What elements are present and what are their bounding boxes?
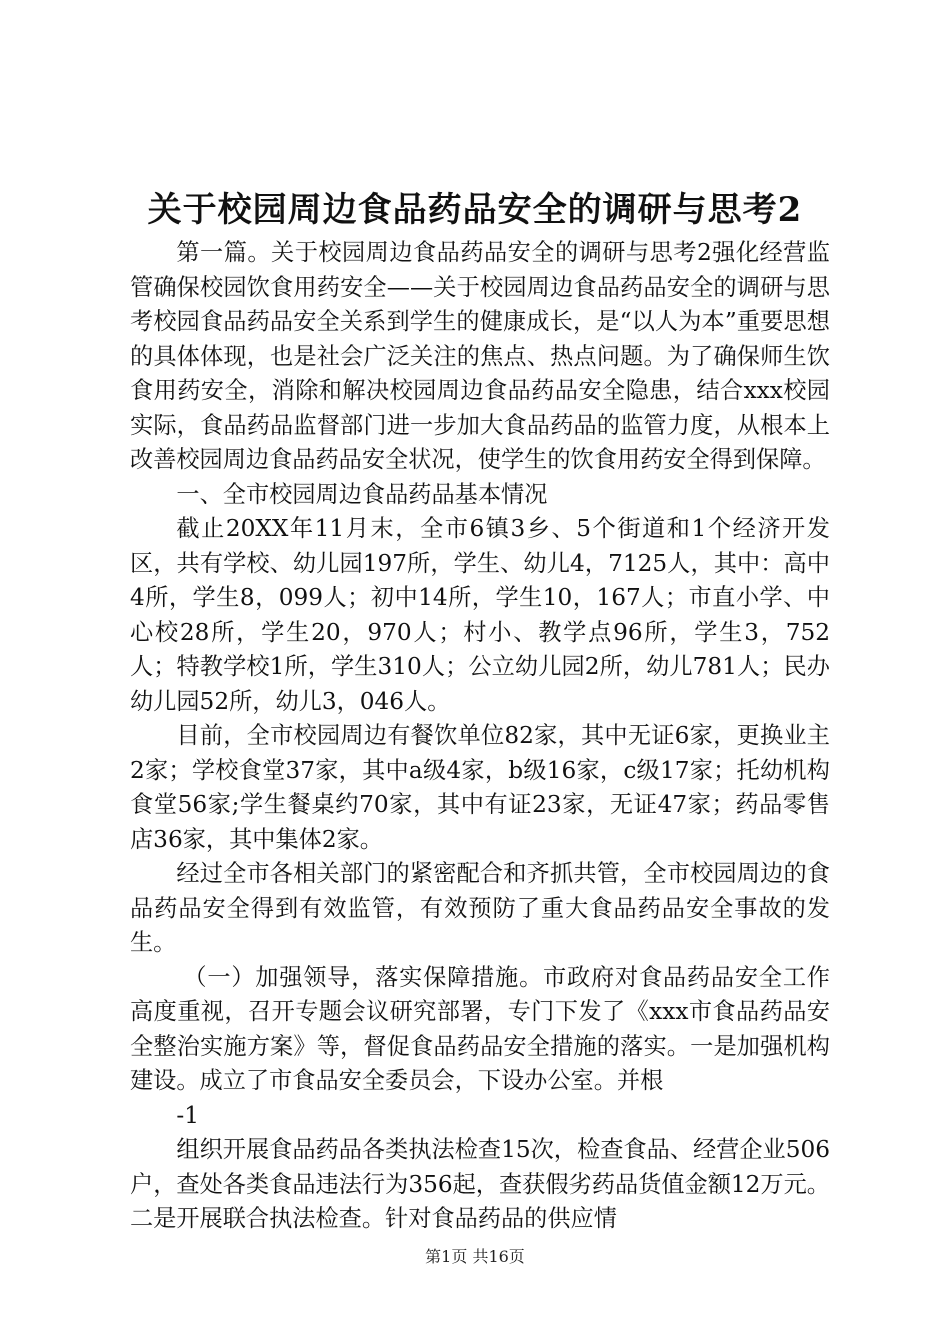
paragraph-leadership-measures: （一）加强领导，落实保障措施。市政府对食品药品安全工作高度重视，召开专题会议研究部署，专门下发了《xxx市食品药品安全整治实施方案》等，督促食品药品安全措施的落实。一是加强机构建设。成立了市食品安全委员会，下设办公室。并根 bbox=[130, 963, 830, 1094]
document-title: 关于校园周边食品药品安全的调研与思考2 bbox=[147, 190, 803, 230]
page-marker: -1 bbox=[176, 1101, 199, 1129]
page-footer: 第1页 共16页 bbox=[425, 1247, 525, 1266]
section-heading-basic-situation: 一、全市校园周边食品药品基本情况 bbox=[176, 480, 548, 508]
paragraph-school-statistics: 截止20XX年11月末，全市6镇3乡、5个街道和1个经济开发区，共有学校、幼儿园197所，学生、幼儿4，7125人，其中：高中4所，学生8，099人；初中14所，学生10，167人；市直小学、中心校28所，学生20，970人；村小、教学点96所，学生3，752人；特教学校1所，学生310人；公立幼儿园2所，幼儿781人；民办幼儿园52所，幼儿3，046人。 bbox=[130, 515, 830, 715]
paragraph-food-units: 目前，全市校园周边有餐饮单位82家，其中无证6家，更换业主2家；学校食堂37家，其中a级4家，b级16家，c级17家；托幼机构食堂56家;学生餐桌约70家，其中有证23家，无证47家；药品零售店36家，其中集体2家。 bbox=[130, 722, 830, 853]
paragraph-inspections: 组织开展食品药品各类执法检查15次，检查食品、经营企业506户，查处各类食品违法行为356起，查获假劣药品货值金额12万元。二是开展联合执法检查。针对食品药品的供应情 bbox=[130, 1136, 830, 1232]
paragraph-supervision-result: 经过全市各相关部门的紧密配合和齐抓共管，全市校园周边的食品药品安全得到有效监管，有效预防了重大食品药品安全事故的发生。 bbox=[130, 860, 830, 956]
paragraph-intro: 第一篇。关于校园周边食品药品安全的调研与思考2强化经营监管确保校园饮食用药安全——关于校园周边食品药品安全的调研与思考校园食品药品安全关系到学生的健康成长，是“以人为本”重要思想的具体体现，也是社会广泛关注的焦点、热点问题。为了确保师生饮食用药安全，消除和解决校园周边食品药品安全隐患，结合xxx校园实际，食品药品监督部门进一步加大食品药品的监管力度，从根本上改善校园周边食品药品安全状况，使学生的饮食用药安全得到保障。 bbox=[130, 239, 830, 473]
document-body bbox=[130, 236, 830, 1237]
